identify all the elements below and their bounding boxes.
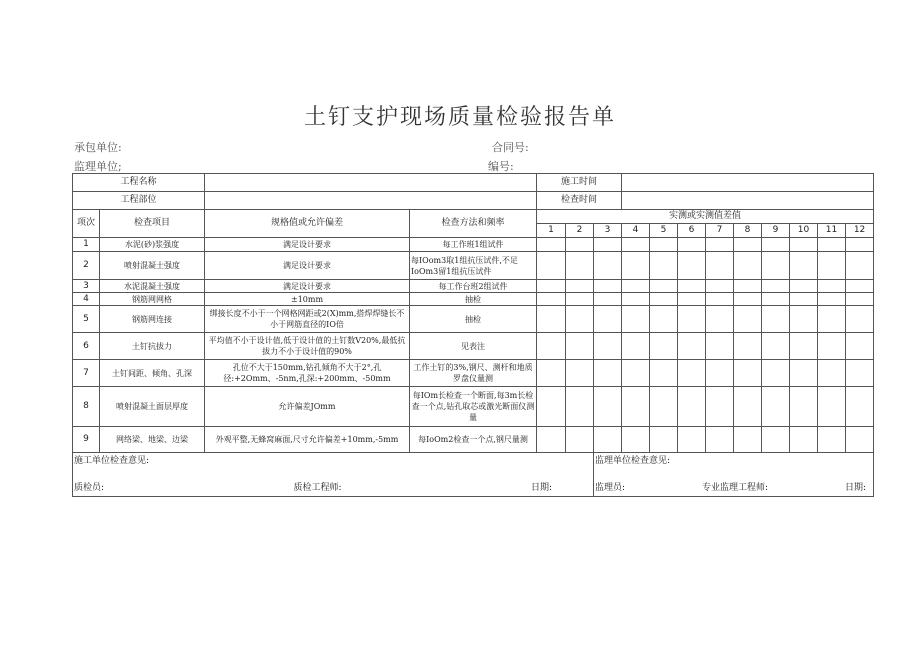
footer-row — [73, 453, 874, 497]
measure-cell[interactable] — [678, 252, 706, 280]
col-seq-header: 项次 — [73, 210, 100, 238]
measure-cell[interactable] — [846, 333, 874, 360]
row-method: 抽检 — [410, 293, 537, 306]
col-item-header: 检查项目 — [100, 210, 205, 238]
supervisor-label: 监理员: — [595, 483, 626, 493]
measure-cell[interactable] — [846, 427, 874, 453]
row-seq: 2 — [73, 252, 100, 280]
measure-cell[interactable] — [846, 238, 874, 252]
measure-cell[interactable] — [537, 293, 566, 306]
measure-cell[interactable] — [706, 387, 734, 427]
measure-cell[interactable] — [678, 387, 706, 427]
measure-cell[interactable] — [537, 333, 566, 360]
row-seq: 7 — [73, 360, 100, 387]
row-spec: 允许偏差JOmm — [205, 387, 410, 427]
measure-cell[interactable] — [846, 293, 874, 306]
measure-cell[interactable] — [706, 293, 734, 306]
column-header-row — [73, 210, 874, 224]
measure-cell[interactable] — [566, 427, 594, 453]
measure-cell[interactable] — [566, 238, 594, 252]
measure-cell[interactable] — [734, 360, 762, 387]
row-spec: 满足设计要求 — [205, 252, 410, 280]
measure-cell[interactable] — [734, 293, 762, 306]
table-row — [73, 280, 874, 293]
measure-cell[interactable] — [622, 306, 650, 333]
measure-cell[interactable] — [622, 238, 650, 252]
measure-cell[interactable] — [678, 238, 706, 252]
measure-cell[interactable] — [790, 252, 818, 280]
measure-col-5: 5 — [650, 224, 678, 238]
measure-cell[interactable] — [678, 293, 706, 306]
measure-cell[interactable] — [650, 280, 678, 293]
measure-cell[interactable] — [818, 252, 846, 280]
measure-cell[interactable] — [706, 360, 734, 387]
measure-cell[interactable] — [678, 360, 706, 387]
row-method: 每工作班1组试件 — [410, 238, 537, 252]
measure-cell[interactable] — [678, 333, 706, 360]
supervision-opinion-label: 监理单位检查意见: — [595, 456, 671, 466]
measure-cell[interactable] — [594, 280, 622, 293]
row-seq: 1 — [73, 238, 100, 252]
measure-cell[interactable] — [622, 280, 650, 293]
table-row — [73, 252, 874, 280]
row-item: 喷射混凝土强度 — [100, 252, 205, 280]
measure-cell[interactable] — [734, 280, 762, 293]
measure-col-10: 10 — [790, 224, 818, 238]
row-spec: 绑接长度不小于一个网格网距或2(X)mm,搭焊焊缝长不小于网筋直径的IO倍 — [205, 306, 410, 333]
measure-cell[interactable] — [818, 280, 846, 293]
measure-cell[interactable] — [846, 306, 874, 333]
measure-cell[interactable] — [818, 360, 846, 387]
measure-col-6: 6 — [678, 224, 706, 238]
col-measured-header: 实测或实测值差值 — [537, 210, 874, 224]
row-item: 土钉抗拔力 — [100, 333, 205, 360]
table-row — [73, 360, 874, 387]
measure-cell[interactable] — [650, 387, 678, 427]
measure-cell[interactable] — [650, 293, 678, 306]
measure-cell[interactable] — [650, 427, 678, 453]
measure-cell[interactable] — [566, 280, 594, 293]
measure-cell[interactable] — [566, 293, 594, 306]
measure-cell[interactable] — [818, 306, 846, 333]
measure-cell[interactable] — [537, 360, 566, 387]
row-item: 水泥混凝土强度 — [100, 280, 205, 293]
construction-opinion-cell[interactable] — [73, 453, 594, 497]
row-method: 每IOom3取1组抗压试件,不足IoOm3留1组抗压试件 — [410, 252, 537, 280]
measure-cell[interactable] — [706, 427, 734, 453]
measure-cell[interactable] — [650, 333, 678, 360]
measure-col-8: 8 — [734, 224, 762, 238]
project-name-value[interactable] — [205, 174, 537, 192]
measure-cell[interactable] — [566, 387, 594, 427]
row-method: 抽检 — [410, 306, 537, 333]
supervision-opinion-cell[interactable] — [594, 453, 874, 497]
measure-cell[interactable] — [818, 387, 846, 427]
measure-cell[interactable] — [537, 252, 566, 280]
supervision-engineer-label: 专业监理工程师: — [702, 483, 769, 493]
row-spec: ±10mm — [205, 293, 410, 306]
construction-time-label: 施工时间 — [537, 174, 622, 192]
row-item: 水泥(砂)浆强度 — [100, 238, 205, 252]
measure-cell[interactable] — [622, 427, 650, 453]
project-part-value[interactable] — [205, 192, 537, 210]
row-spec: 外观平整,无蜂窝麻面,尺寸允许偏差+10mm,-5mm — [205, 427, 410, 453]
measure-cell[interactable] — [594, 360, 622, 387]
measure-cell[interactable] — [594, 333, 622, 360]
inspection-time-value[interactable] — [622, 192, 874, 210]
row-method: 每工作台班2组试件 — [410, 280, 537, 293]
construction-time-value[interactable] — [622, 174, 874, 192]
date-label-right: 日期: — [845, 483, 867, 493]
measure-cell[interactable] — [678, 427, 706, 453]
table-row — [73, 333, 874, 360]
measure-cell[interactable] — [706, 252, 734, 280]
measure-cell[interactable] — [790, 427, 818, 453]
measure-cell[interactable] — [762, 238, 790, 252]
measure-cell[interactable] — [594, 387, 622, 427]
row-spec: 孔位不大于150mm,钻孔倾角不大于2°,孔径:+2Omm、-5nm,孔深:+200mm、-50mm — [205, 360, 410, 387]
measure-cell[interactable] — [818, 238, 846, 252]
measure-cell[interactable] — [762, 427, 790, 453]
measure-col-3: 3 — [594, 224, 622, 238]
measure-cell[interactable] — [650, 238, 678, 252]
col-spec-header: 规格值或允许偏差 — [205, 210, 410, 238]
measure-cell[interactable] — [537, 306, 566, 333]
measure-col-11: 11 — [818, 224, 846, 238]
contract-no-label: 合同号: — [492, 141, 529, 154]
row-spec: 平均值不小于设计值,低于设计值的土钉数V20%,最低抗拔力不小于设计值的90% — [205, 333, 410, 360]
measure-cell[interactable] — [734, 306, 762, 333]
inspection-table — [72, 173, 874, 497]
measure-cell[interactable] — [790, 238, 818, 252]
measure-cell[interactable] — [650, 252, 678, 280]
measure-cell[interactable] — [734, 333, 762, 360]
col-method-header: 检查方法和频率 — [410, 210, 537, 238]
measure-cell[interactable] — [762, 360, 790, 387]
measure-cell[interactable] — [537, 280, 566, 293]
row-item: 钢筋网连接 — [100, 306, 205, 333]
measure-cell[interactable] — [846, 387, 874, 427]
measure-cell[interactable] — [762, 306, 790, 333]
measure-cell[interactable] — [762, 280, 790, 293]
measure-cell[interactable] — [537, 427, 566, 453]
row-seq: 3 — [73, 280, 100, 293]
measure-cell[interactable] — [622, 333, 650, 360]
row-seq: 6 — [73, 333, 100, 360]
measure-col-7: 7 — [706, 224, 734, 238]
row-method: 工作土钉的3%,钢尺、测杆和地质罗盘仪量测 — [410, 360, 537, 387]
measure-cell[interactable] — [650, 306, 678, 333]
measure-cell[interactable] — [537, 387, 566, 427]
measure-cell[interactable] — [734, 387, 762, 427]
measure-cell[interactable] — [594, 293, 622, 306]
row-method: 见表注 — [410, 333, 537, 360]
table-row — [73, 293, 874, 306]
measure-cell[interactable] — [846, 280, 874, 293]
table-row — [73, 387, 874, 427]
table-row — [73, 238, 874, 252]
row-seq: 5 — [73, 306, 100, 333]
measure-cell[interactable] — [790, 333, 818, 360]
measure-cell[interactable] — [622, 252, 650, 280]
contractor-label: 承包单位: — [74, 141, 122, 154]
measure-cell[interactable] — [594, 427, 622, 453]
quality-engineer-label: 质检工程师: — [293, 483, 342, 493]
measure-cell[interactable] — [706, 238, 734, 252]
measure-cell[interactable] — [566, 306, 594, 333]
inspection-time-label: 检查时间 — [537, 192, 622, 210]
project-part-label: 工程部位 — [73, 192, 205, 210]
measure-cell[interactable] — [566, 360, 594, 387]
measure-cell[interactable] — [706, 333, 734, 360]
table-row — [73, 306, 874, 333]
measure-cell[interactable] — [762, 387, 790, 427]
measure-cell[interactable] — [790, 360, 818, 387]
row-seq: 8 — [73, 387, 100, 427]
row-item: 土钉间距、倾角、孔深 — [100, 360, 205, 387]
measure-cell[interactable] — [790, 387, 818, 427]
measure-cell[interactable] — [622, 360, 650, 387]
measure-cell[interactable] — [537, 238, 566, 252]
measure-cell[interactable] — [594, 252, 622, 280]
measure-cell[interactable] — [818, 293, 846, 306]
measure-cell[interactable] — [706, 280, 734, 293]
project-part-row — [73, 192, 874, 210]
measure-col-1: 1 — [537, 224, 566, 238]
measure-cell[interactable] — [762, 252, 790, 280]
date-label-left: 日期: — [530, 483, 553, 493]
row-item: 喷射混凝土面层厚度 — [100, 387, 205, 427]
row-item: 网络梁、地梁、边梁 — [100, 427, 205, 453]
row-spec: 满足设计要求 — [205, 280, 410, 293]
measure-cell[interactable] — [790, 293, 818, 306]
measure-cell[interactable] — [594, 306, 622, 333]
measure-cell[interactable] — [790, 306, 818, 333]
measure-cell[interactable] — [762, 293, 790, 306]
measure-cell[interactable] — [566, 333, 594, 360]
project-name-row — [73, 174, 874, 192]
row-method: 每IoOm2检查一个点,钢尺量测 — [410, 427, 537, 453]
measure-col-9: 9 — [762, 224, 790, 238]
measure-cell[interactable] — [622, 387, 650, 427]
measure-cell[interactable] — [594, 238, 622, 252]
measure-cell[interactable] — [678, 280, 706, 293]
measure-cell[interactable] — [706, 306, 734, 333]
page-title: 土钉支护现场质量检验报告单 — [303, 105, 616, 130]
measure-cell[interactable] — [734, 427, 762, 453]
measure-cell[interactable] — [818, 333, 846, 360]
measure-cell[interactable] — [566, 252, 594, 280]
measure-cell[interactable] — [818, 427, 846, 453]
supervisor-unit-label: 监理单位; — [74, 160, 122, 173]
measure-cell[interactable] — [678, 306, 706, 333]
measure-cell[interactable] — [734, 252, 762, 280]
measure-cell[interactable] — [846, 252, 874, 280]
table-row — [73, 427, 874, 453]
measure-cell[interactable] — [846, 360, 874, 387]
measure-col-2: 2 — [566, 224, 594, 238]
row-item: 钢筋网网格 — [100, 293, 205, 306]
measure-cell[interactable] — [762, 333, 790, 360]
row-method: 每IOm长检查一个断面,每3m长检查一个点,钻孔取芯或激光断面仪测量 — [410, 387, 537, 427]
serial-no-label: 编号: — [488, 160, 514, 173]
measure-col-4: 4 — [622, 224, 650, 238]
measure-col-12: 12 — [846, 224, 874, 238]
construction-opinion-label: 施工单位检查意见: — [74, 456, 150, 466]
row-seq: 4 — [73, 293, 100, 306]
project-name-label: 工程名称 — [73, 174, 205, 192]
row-seq: 9 — [73, 427, 100, 453]
quality-inspector-label: 质检员: — [74, 483, 105, 493]
measure-cell[interactable] — [622, 293, 650, 306]
measure-cell[interactable] — [734, 238, 762, 252]
row-spec: 满足设计要求 — [205, 238, 410, 252]
measure-cell[interactable] — [650, 360, 678, 387]
measure-cell[interactable] — [790, 280, 818, 293]
